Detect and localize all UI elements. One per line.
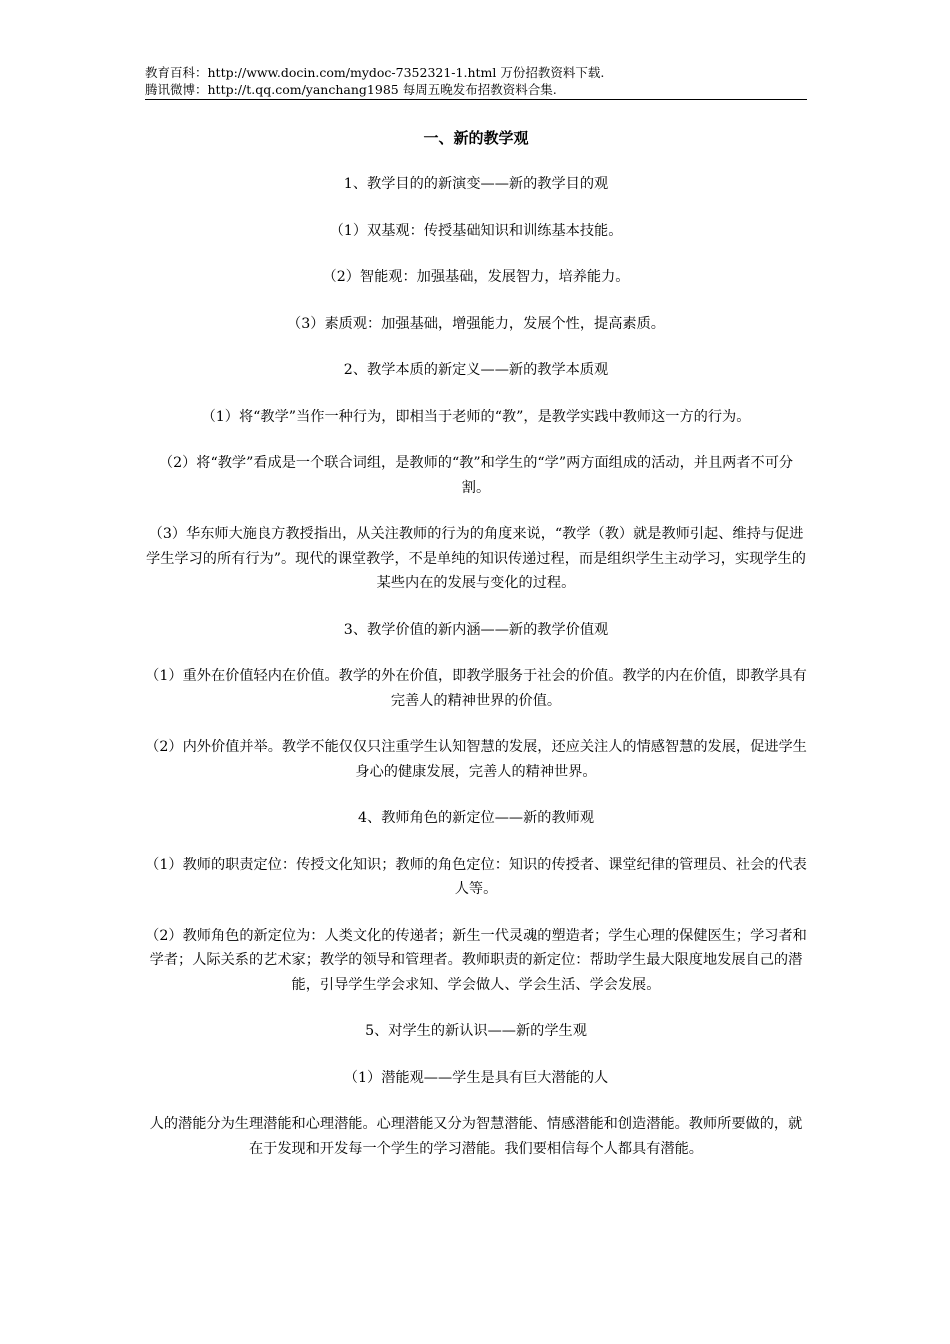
paragraph-quality: （3）素质观：加强基础，增强能力，发展个性，提高素质。 — [287, 315, 665, 332]
paragraph-external-value: （1）重外在价值轻内在价值。教学的外在价值，即教学服务于社会的价值。教学的内在价值，即教学具有完善人的精神世界的价值。 — [145, 668, 807, 709]
subsection-heading-1: 1、教学目的的新演变——新的教学目的观 — [343, 176, 609, 192]
paragraph-teacher-duty: （1）教师的职责定位：传授文化知识；教师的角色定位：知识的传授者、课堂纪律的管理员、社会的代表人等。 — [145, 856, 807, 897]
subsection-heading-2: 2、教学本质的新定义——新的教学本质观 — [343, 362, 609, 378]
paragraph-shi-liangfang: （3）华东师大施良方教授指出，从关注教师的行为的角度来说，“教学（教）就是教师引起、维持与促进学生学习的所有行为”。现代的课堂教学，不是单纯的知识传递过程，而是组织学生主动学习，实现学生的某些内在的发展与变化的过程。 — [146, 526, 806, 591]
header-line-1: 教育百科：http://www.docin.com/mydoc-7352321-1.html 万份招教资料下载. — [145, 65, 605, 80]
page-header — [145, 64, 807, 98]
paragraph-dual-basics: （1）双基观：传授基础知识和训练基本技能。 — [329, 222, 623, 239]
subsection-heading-3: 3、教学价值的新内涵——新的教学价值观 — [343, 621, 609, 638]
section-title: 一、新的教学观 — [423, 129, 529, 147]
paragraph-both-values: （2）内外价值并举。教学不能仅仅只注重学生认知智慧的发展，还应关注人的情感智慧的发展，促进学生身心的健康发展，完善人的精神世界。 — [145, 739, 807, 780]
subsection-heading-4: 4、教师角色的新定位——新的教师观 — [357, 810, 595, 826]
paragraph-intelligence: （2）智能观：加强基础，发展智力，培养能力。 — [322, 269, 630, 285]
paragraph-teaching-as-behavior: （1）将“教学”当作一种行为，即相当于老师的“教”，是教学实践中教师这一方的行为。 — [201, 408, 751, 425]
document-page — [145, 64, 807, 1183]
subsection-heading-5: 5、对学生的新认识——新的学生观 — [365, 1023, 587, 1039]
header-line-2: 腾讯微博：http://t.qq.com/yanchang1985 每周五晚发布招教资料合集. — [145, 82, 557, 97]
paragraph-teaching-as-phrase: （2）将“教学”看成是一个联合词组，是教师的“教”和学生的“学”两方面组成的活动，并且两者不可分割。 — [158, 455, 794, 496]
paragraph-teacher-new-role: （2）教师角色的新定位为：人类文化的传递者；新生一代灵魂的塑造者；学生心理的保健医生；学习者和学者；人际关系的艺术家；教学的领导和管理者。教师职责的新定位：帮助学生最大限度地发展自己的潜能，引导学生学会求知、学会做人、学会生活、学会发展。 — [145, 927, 807, 993]
paragraph-potential-types: 人的潜能分为生理潜能和心理潜能。心理潜能又分为智慧潜能、情感潜能和创造潜能。教师所要做的，就在于发现和开发每一个学生的学习潜能。我们要相信每个人都具有潜能。 — [149, 1116, 803, 1157]
document-body — [145, 100, 807, 1161]
paragraph-potential-view: （1）潜能观——学生是具有巨大潜能的人 — [343, 1069, 609, 1086]
